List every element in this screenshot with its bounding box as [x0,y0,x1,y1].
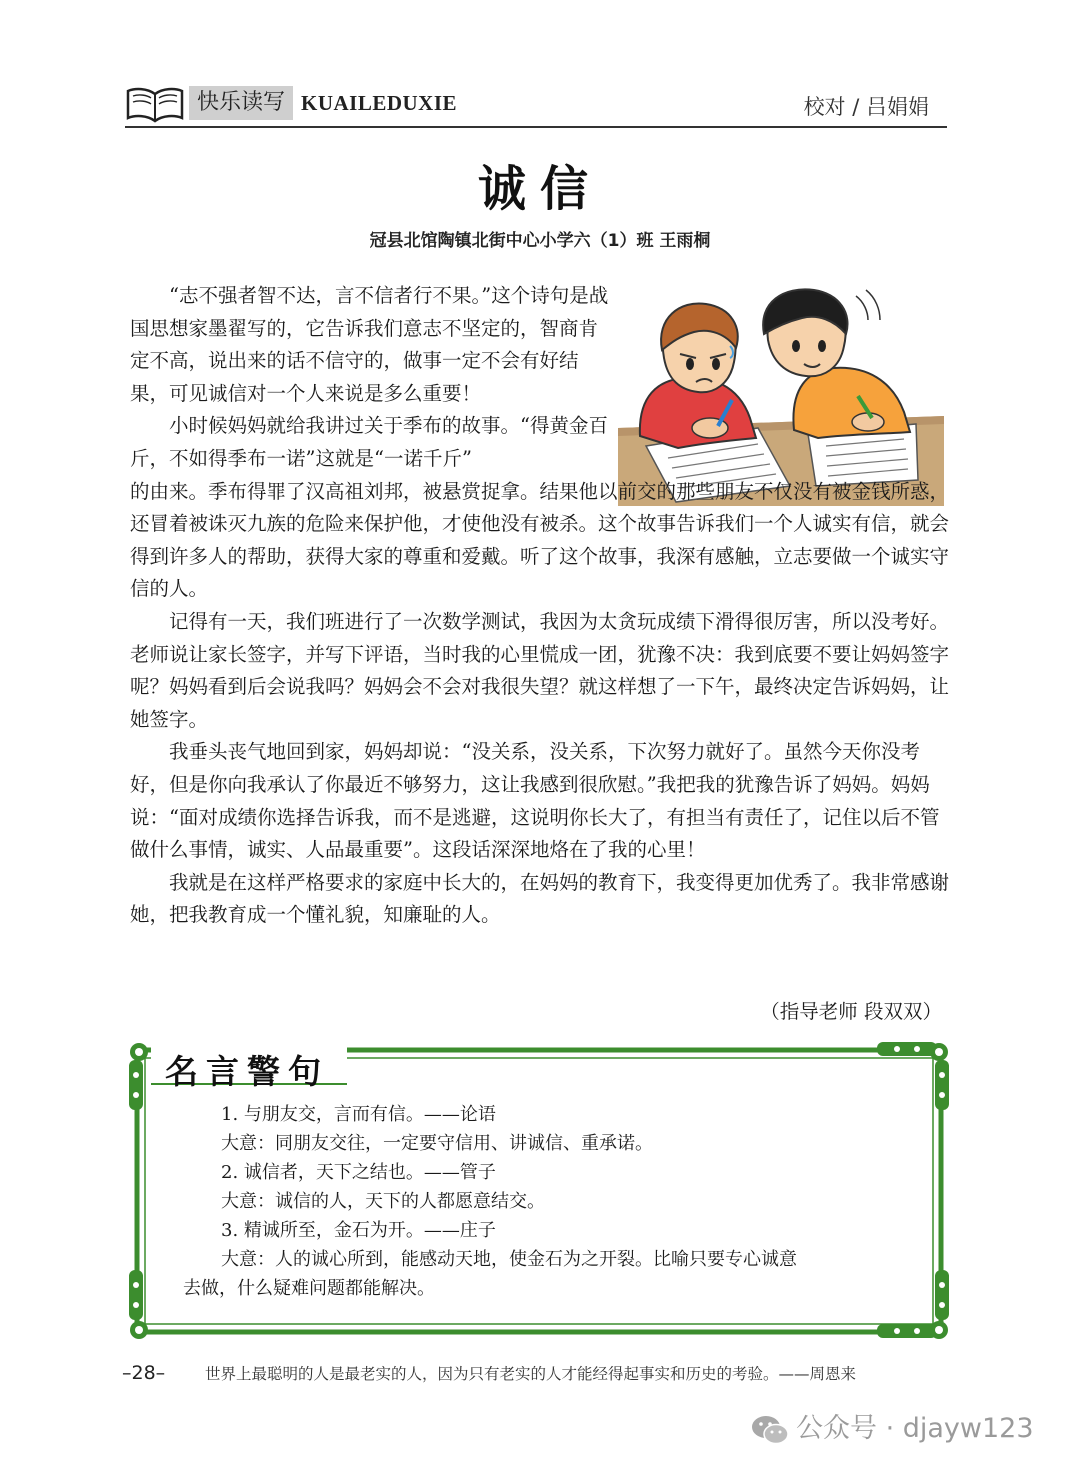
quote-line: 3. 精诚所至，金石为开。——庄子 [221,1220,496,1241]
open-book-icon [125,84,185,124]
article-body [130,280,950,932]
page-number: –28– [122,1362,166,1384]
quote-meaning: 大意：诚信的人，天下的人都愿意结交。 [221,1191,545,1212]
article-title: 诚信 [477,161,602,217]
paragraph-5: 我就是在这样严格要求的家庭中长大的，在妈妈的教育下，我变得更加优秀了。我非常感谢她，把我教育成一个懂礼貌，知廉耻的人。 [130,870,950,927]
paragraph-2-start: 小时候妈妈就给我讲过关于季布的故事。“得黄金百斤，不如得季布一诺”这就是“一诺千斤” [130,414,608,470]
paragraph-3: 记得有一天，我们班进行了一次数学测试，我因为太贪玩成绩下滑得很厉害，所以没考好。老师说让家长签字，并写下评语，当时我的心里慌成一团，犹豫不决：我到底要不要让妈妈签字呢？妈妈看到后会说我吗？妈妈会不会对我很失望？就这样想了一下午，最终决定告诉妈妈，让她签字。 [130,609,950,731]
quotes-panel [127,1040,951,1340]
advisor-credit: （指导老师 段双双） [760,1000,942,1023]
quote-meaning: 大意：人的诚心所到，能感动天地，使金石为之开裂。比喻只要专心诚意 [221,1249,797,1270]
page-header [125,80,947,128]
watermark [750,1406,1034,1447]
brand-chinese: 快乐读写 [189,86,293,120]
paragraph-4: 我垂头丧气地回到家，妈妈却说：“没关系，没关系，下次努力就好了。虽然今天你没考好，但是你向我承认了你最近不够努力，这让我感到很欣慰。”我把我的犹豫告诉了妈妈。妈妈说：“面对成绩你选择告诉我，而不是逃避，这说明你长大了，有担当有责任了，记住以后不管做什么事情，诚实、人品最重要”。这段话深深地烙在了我的心里！ [130,740,940,862]
quote-line: 2. 诚信者，天下之结也。——管子 [221,1162,496,1183]
wechat-icon [750,1413,790,1447]
quote-line: 1. 与朋友交，言而有信。——论语 [221,1104,496,1125]
quote-meaning-continued: 去做，什么疑难问题都能解决。 [183,1278,435,1299]
article-byline: 冠县北馆陶镇北街中心小学六（1）班 王雨桐 [369,231,711,251]
quotes-heading: 名言警句 [165,1052,329,1091]
header-rule [125,126,947,128]
proofreader-credit: 校对 / 吕娟娟 [803,95,929,119]
brand-english: KUAILEDUXIE [301,91,458,115]
paragraph-1: “志不强者智不达，言不信者行不果。”这个诗句是战国思想家墨翟写的，它告诉我们意志不坚定的，智商肯定不高，说出来的话不信守的，做事一定不会有好结果，可见诚信对一个人来说是多么重要！ [130,284,609,405]
footer-motto: 世界上最聪明的人是最老实的人，因为只有老实的人才能经得起事实和历史的考验。——周恩来 [205,1365,857,1383]
watermark-text: 公众号 · djayw123 [796,1413,1034,1444]
quotes-list [183,1100,903,1303]
paragraph-2-continued: 的由来。季布得罪了汉高祖刘邦，被悬赏捉拿。结果他以前交的那些朋友不仅没有被金钱所惑，还冒着被诛灭九族的危险来保护他，才使他没有被杀。这个故事告诉我们一个人诚实有信，就会得到许多人的帮助，获得大家的尊重和爱戴。听了这个故事，我深有感触，立志要做一个诚实守信的人。 [130,479,950,601]
quote-meaning: 大意：同朋友交往，一定要守信用、讲诚信、重承诺。 [221,1133,653,1154]
